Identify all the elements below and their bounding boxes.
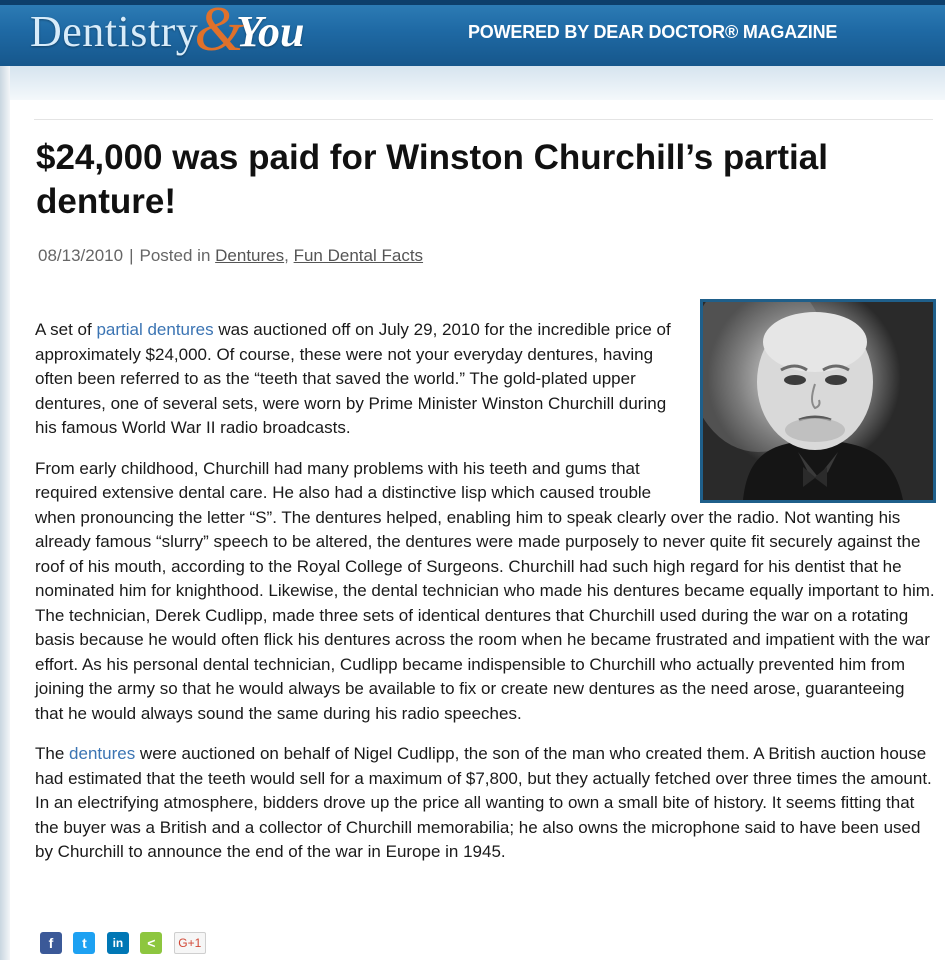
share-bar: [40, 932, 213, 954]
logo-text-you: You: [236, 7, 305, 56]
share-icon[interactable]: <: [140, 932, 162, 954]
category-separator: ,: [284, 246, 289, 265]
category-link-fun-dental-facts[interactable]: Fun Dental Facts: [293, 246, 424, 265]
p3-text-after: were auctioned on behalf of Nigel Cudlipp, the son of the man who created them. A British auction house had estimated that the teeth would sell for a maximum of $7,800, but they actually fetched over three times the amount. In an electrifying atmosphere, bidders drove up the price all wanting to own a small bite of history. It seems fitting that the buyer was a British and a collector of Churchill memorabilia; he also owns the microphone said to have been used by Churchill to announce the end of the war in Europe in 1945.: [35, 744, 932, 861]
p1-text-after: was auctioned off on July 29, 2010 for the incredible price of approximately $24,000. Of course, these were not your everyday dentures, having often been referred to as the “teeth that saved the world.” The gold-plated upper dentures, one of several sets, were worn by Prime Minister Winston Churchill during his famous World War II radio broadcasts.: [35, 320, 671, 437]
article-meta: [38, 246, 423, 266]
facebook-icon[interactable]: f: [40, 932, 62, 954]
article-title: $24,000 was paid for Winston Churchill’s partial denture!: [36, 138, 828, 221]
logo-text-dentistry: Dentistry: [30, 7, 199, 56]
linkedin-icon[interactable]: in: [107, 932, 129, 954]
dentures-link[interactable]: dentures: [69, 744, 136, 763]
photo-spacer: [685, 318, 935, 488]
top-divider: [34, 119, 933, 120]
site-header: [0, 0, 945, 66]
twitter-icon[interactable]: t: [73, 932, 95, 954]
partial-dentures-link[interactable]: partial dentures: [96, 320, 214, 339]
header-subbar: [0, 66, 945, 100]
site-logo[interactable]: [30, 0, 305, 64]
logo-ampersand: &: [194, 0, 245, 64]
posted-in-label: Posted in: [139, 246, 211, 265]
post-date: 08/13/2010: [38, 246, 124, 265]
p3-text-before: The: [35, 744, 70, 763]
category-link-dentures[interactable]: Dentures: [215, 246, 285, 265]
header-tagline: POWERED BY DEAR DOCTOR® MAGAZINE: [468, 22, 838, 42]
p1-text-before: A set of: [35, 320, 97, 339]
meta-separator: |: [129, 246, 134, 265]
page-left-edge: [0, 66, 10, 960]
article-container: [10, 100, 945, 960]
article-paragraph-3: [35, 742, 935, 865]
article-body: [35, 318, 935, 881]
article-paragraph-2: From early childhood, Churchill had many problems with his teeth and gums that required extensive dental care. He also had a distinctive lisp which caused trouble when pronouncing the letter “S”. The dentures helped, enabling him to speak clearly over the radio. Not wanting his already famous “slurry” speech to be altered, the dentures were made purposely to never quite fit securely against the roof of his mouth, according to the Royal College of Surgeons. Churchill had such high regard for his dentist that he nominated him for knighthood. Likewise, the dental technician who made his dentures became equally important to him. The technician, Derek Cudlipp, made three sets of identical dentures that Churchill used during the war on a rotating basis because he would often flick his dentures across the room when he became frustrated and impatient with the war effort. As his personal dental technician, Cudlipp became indispensible to Churchill who actually prevented him from joining the army so that he would always be available to fix or create new dentures as the need arose, guaranteeing that he would always sound the same during his radio speeches.: [35, 458, 935, 723]
header-top-strip: [0, 0, 945, 5]
google-plus-icon[interactable]: G+1: [174, 932, 206, 954]
